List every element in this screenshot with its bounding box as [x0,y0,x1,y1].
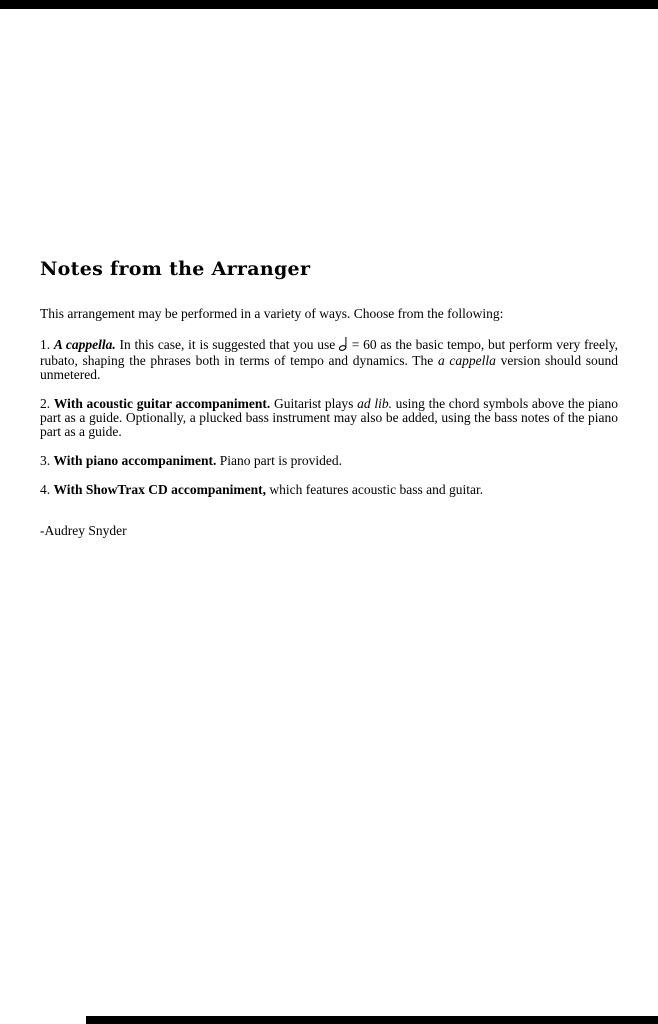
italic-text: a cappella [437,353,496,368]
body-text: which features acoustic bass and guitar. [269,482,484,497]
page-content [40,0,618,553]
item-lead: With acoustic guitar accompaniment. [53,396,271,411]
list-item-3 [40,454,618,468]
page-title: Notes from the Arranger [40,258,311,280]
item-lead: With piano accompaniment. [53,453,217,468]
body-text: version should sound unmetered. [40,353,619,382]
body-text: using the chord symbols above the piano part as a guide. Optionally, a plucked bass instrument may also be added, using the bass notes of the piano part as a guide. [40,396,619,439]
item-number: 1. [40,337,51,352]
body-text: = 60 as the basic tempo, but perform very freely, rubato, shaping the phrases both in terms of tempo and dynamics. The [40,337,619,368]
item-lead: A cappella. [53,337,116,352]
italic-text: ad lib. [357,396,392,411]
intro-paragraph: This arrangement may be performed in a variety of ways. Choose from the following: [40,306,504,321]
item-number: 2. [40,396,51,411]
half-note-icon [339,336,348,354]
list-item-2 [40,397,618,439]
bottom-edge-bar [86,1016,658,1024]
body-text: Guitarist plays [273,396,354,411]
arranger-signature: -Audrey Snyder [40,523,127,538]
body-text: Piano part is provided. [219,453,342,468]
item-number: 3. [40,453,51,468]
body-text: In this case, it is suggested that you use [119,337,336,352]
item-number: 4. [40,482,51,497]
list-item-4 [40,483,618,497]
item-lead: With ShowTrax CD accompaniment, [53,482,267,497]
list-item-1 [40,336,618,382]
